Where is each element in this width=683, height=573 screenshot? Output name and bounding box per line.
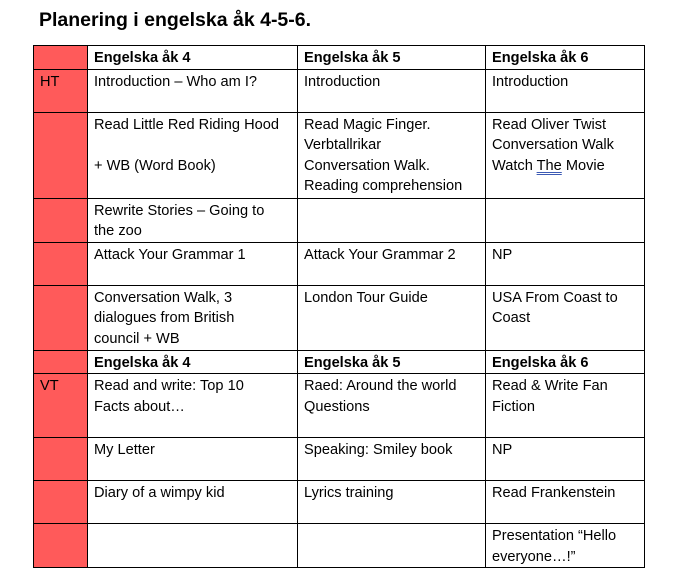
cell-line: Attack Your Grammar 1	[94, 246, 246, 263]
table-cell	[298, 242, 486, 285]
cell-line: Fiction	[492, 398, 535, 415]
table-row	[34, 524, 645, 568]
cell-line-watch-movie	[492, 156, 638, 177]
term-cell	[34, 242, 88, 285]
term-cell	[34, 46, 88, 70]
text-fragment: Movie	[561, 157, 605, 174]
cell-line: NP	[492, 442, 513, 458]
term-cell	[34, 438, 88, 481]
cell-line: Introduction	[492, 73, 569, 90]
cell-line: Read and write: Top 10	[94, 378, 244, 394]
column-header: Engelska åk 6	[486, 350, 645, 374]
table-cell	[298, 374, 486, 438]
table-cell	[298, 69, 486, 112]
cell-line: Introduction – Who am I?	[94, 73, 258, 90]
table-cell	[298, 285, 486, 350]
cell-line: Conversation Walk	[492, 137, 614, 153]
table-cell-empty	[88, 524, 298, 568]
cell-line: Attack Your Grammar 2	[304, 246, 456, 263]
cell-line: everyone…!”	[492, 548, 576, 565]
cell-line: Facts about…	[94, 398, 185, 415]
table-cell	[88, 481, 298, 524]
table-cell-empty	[298, 524, 486, 568]
table-cell	[486, 524, 645, 568]
cell-line: My Letter	[94, 442, 155, 458]
column-header: Engelska åk 5	[298, 350, 486, 374]
table-cell	[88, 112, 298, 198]
term-cell	[34, 112, 88, 198]
table-cell	[88, 285, 298, 350]
column-header: Engelska åk 4	[88, 46, 298, 70]
table-cell	[88, 242, 298, 285]
table-cell	[486, 438, 645, 481]
cell-line: Questions	[304, 398, 370, 415]
table-cell	[486, 481, 645, 524]
table-row	[34, 198, 645, 242]
spellcheck-flagged-word: The	[536, 157, 562, 174]
cell-line: Read Little Red Riding Hood	[94, 116, 279, 133]
term-cell	[34, 481, 88, 524]
header-row-vt	[34, 350, 645, 374]
cell-line: Conversation Walk, 3	[94, 289, 233, 306]
cell-line: Diary of a wimpy kid	[94, 485, 225, 501]
text-fragment: Watch	[492, 157, 537, 174]
cell-line: USA From Coast to	[492, 289, 618, 306]
table-cell	[486, 112, 645, 198]
cell-line: Raed: Around the world	[304, 378, 457, 394]
table-cell	[486, 374, 645, 438]
table-cell	[88, 374, 298, 438]
term-cell	[34, 198, 88, 242]
table-cell	[88, 198, 298, 242]
table-row	[34, 112, 645, 198]
term-cell	[34, 524, 88, 568]
table-cell	[298, 438, 486, 481]
term-label-ht: HT	[34, 69, 88, 112]
header-row-ht	[34, 46, 645, 70]
column-header: Engelska åk 4	[88, 350, 298, 374]
table-cell	[88, 438, 298, 481]
cell-line: Speaking: Smiley book	[304, 442, 453, 458]
cell-line: London Tour Guide	[304, 289, 428, 306]
table-cell	[486, 69, 645, 112]
cell-line: council + WB	[94, 330, 180, 347]
planning-table	[33, 45, 645, 568]
table-cell-empty	[298, 198, 486, 242]
term-label-vt: VT	[34, 374, 88, 438]
cell-blank-line	[94, 135, 291, 156]
table-cell	[298, 112, 486, 198]
cell-line: Conversation Walk.	[304, 157, 430, 174]
cell-line: Verbtallrikar	[304, 137, 382, 153]
page-title: Planering i engelska åk 4-5-6.	[39, 9, 312, 31]
table-cell	[88, 69, 298, 112]
table-cell	[486, 285, 645, 350]
cell-line: Introduction	[304, 73, 381, 90]
table-row	[34, 242, 645, 285]
table-row	[34, 69, 645, 112]
table-row	[34, 285, 645, 350]
cell-line: Lyrics training	[304, 485, 394, 501]
cell-line: Read Oliver Twist	[492, 116, 607, 133]
cell-line: Read Magic Finger.	[304, 116, 431, 133]
table-row	[34, 438, 645, 481]
table-cell	[486, 242, 645, 285]
table-row	[34, 374, 645, 438]
cell-line: Read Frankenstein	[492, 485, 616, 501]
cell-line: NP	[492, 246, 513, 263]
cell-line: dialogues from British	[94, 310, 235, 326]
term-cell	[34, 350, 88, 374]
table-row	[34, 481, 645, 524]
term-cell	[34, 285, 88, 350]
column-header: Engelska åk 5	[298, 46, 486, 70]
cell-line: Presentation “Hello	[492, 528, 617, 544]
column-header: Engelska åk 6	[486, 46, 645, 70]
table-cell	[298, 481, 486, 524]
table-cell-empty	[486, 198, 645, 242]
cell-line: the zoo	[94, 223, 142, 239]
cell-line: + WB (Word Book)	[94, 157, 216, 174]
cell-line: Read & Write Fan	[492, 378, 608, 394]
cell-line: Rewrite Stories – Going to	[94, 202, 265, 219]
cell-line: Reading comprehension	[304, 178, 463, 194]
cell-line: Coast	[492, 310, 531, 326]
